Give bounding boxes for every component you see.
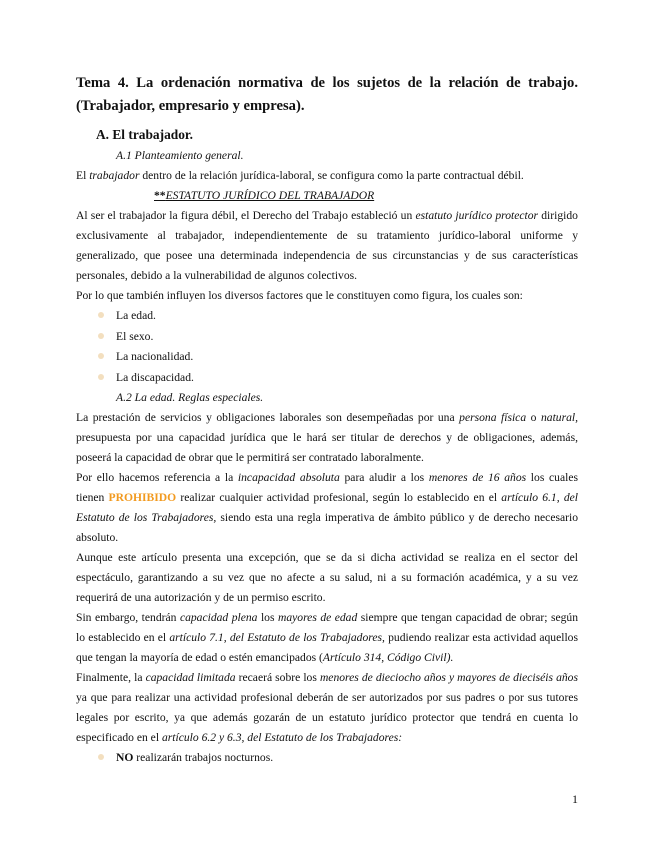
estatuto-heading: **ESTATUTO JURÍDICO DEL TRABAJADOR — [154, 189, 375, 202]
list-item: La edad. — [76, 306, 578, 327]
paragraph-3: Por lo que también influyen los diversos factores que le constituyen como figura, los cuales son: — [76, 289, 523, 302]
rules-list — [76, 748, 578, 769]
bullet-icon — [98, 754, 104, 760]
bullet-icon — [98, 353, 104, 359]
factors-list — [76, 306, 578, 388]
paragraph-1: El trabajador dentro de la relación jurídica-laboral, se configura como la parte contractual débil. — [76, 169, 524, 182]
page-number: 1 — [572, 792, 578, 806]
subheading-a2: A.2 La edad. Reglas especiales. — [116, 391, 264, 404]
document-title: Tema 4. La ordenación normativa de los sujetos de la relación de trabajo. (Trabajador, empresario y empresa). — [76, 75, 578, 114]
list-item: NO realizarán trabajos nocturnos. — [76, 748, 578, 769]
prohibido-highlight: PROHIBIDO — [108, 491, 177, 504]
section-heading-a: A. El trabajador. — [96, 127, 193, 142]
subheading-a1: A.1 Planteamiento general. — [116, 149, 244, 162]
paragraph-7: Sin embargo, tendrán capacidad plena los mayores de edad siempre que tengan capacidad de obrar; según lo establecido en el artículo 7.1, del Estatuto de los Trabajadores, pudiendo realizar esta actividad aquellos que tengan la mayoría de edad o estén emancipados (Artículo 314, Código Civil). — [76, 611, 579, 664]
list-item: La discapacidad. — [76, 368, 578, 389]
list-item: La nacionalidad. — [76, 347, 578, 368]
bullet-icon — [98, 312, 104, 318]
bullet-icon — [98, 333, 104, 339]
paragraph-8: Finalmente, la capacidad limitada recaerá sobre los menores de dieciocho años y mayores de dieciséis años ya que para realizar una actividad profesional deberán de ser autorizados por sus padres o por sus tutores legales por escrito, ya que además gozarán de un estatuto jurídico protector que tendrá en cuenta lo especificado en el artículo 6.2 y 6.3, del Estatuto de los Trabajadores: — [76, 671, 578, 744]
paragraph-2: Al ser el trabajador la figura débil, el Derecho del Trabajo estableció un estatuto jurídico protector dirigido exclusivamente al trabajador, independientemente de su tratamiento jurídico-laboral uniforme y generalizado, que posee una determinada independencia de sus circunstancias y de sus características personales, debido a la vulnerabilidad de algunos colectivos. — [76, 209, 578, 282]
list-item: El sexo. — [76, 327, 578, 348]
document-page — [76, 72, 578, 769]
paragraph-4: La prestación de servicios y obligaciones laborales son desempeñadas por una persona física o natural, presupuesta por una capacidad jurídica que le hará ser titular de derechos y de obligaciones, además, poseerá la capacidad de obrar que le permitirá ser contratado laboralmente. — [76, 411, 579, 464]
paragraph-5: Por ello hacemos referencia a la incapacidad absoluta para aludir a los menores de 16 años los cuales tienen PROHIBIDO realizar cualquier actividad profesional, según lo establecido en el artículo 6.1, del Estatuto de los Trabajadores, siendo esta una regla imperativa de ámbito público y de derecho necesario absoluto. — [76, 471, 578, 544]
bullet-icon — [98, 374, 104, 380]
paragraph-6: Aunque este artículo presenta una excepción, que se da si dicha actividad se realiza en el sector del espectáculo, garantizando a su vez que no afecte a su salud, ni a su formación académica, y a su vez requerirá de una autorización y de un permiso escrito. — [76, 551, 578, 604]
